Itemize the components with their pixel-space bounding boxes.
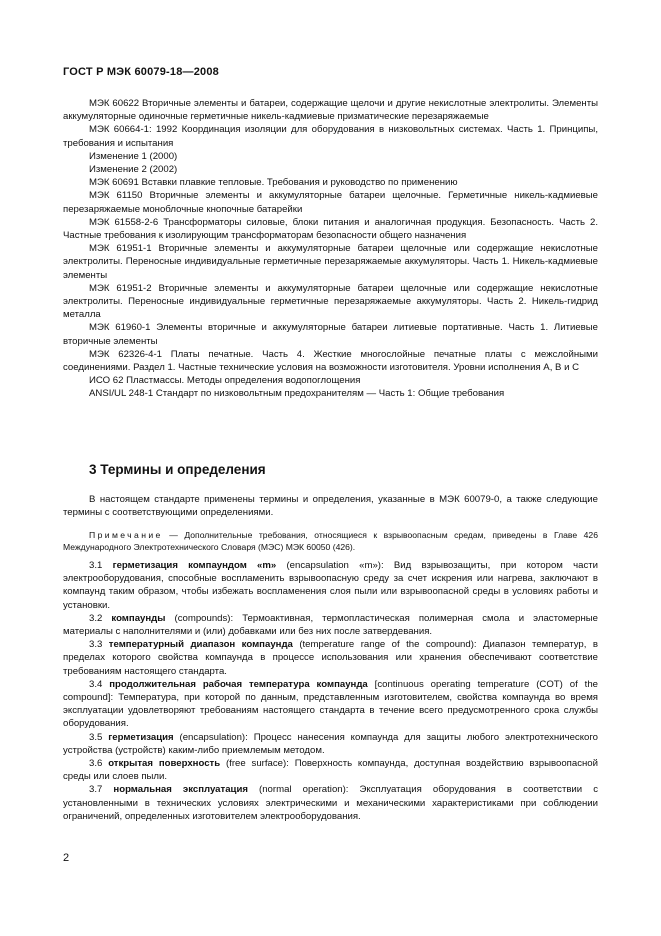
section-intro xyxy=(63,493,598,519)
page-number: 2 xyxy=(63,852,70,864)
note-label: Примечание xyxy=(89,530,163,540)
term-number: 3.3 xyxy=(89,639,103,651)
reference-item: МЭК 61150 Вторичные элементы и аккумуляторные батареи щелочные. Герметичные никель-кадмиевые перезаряжаемые моноблочные кнопочные батарейки xyxy=(63,190,598,215)
term-name: герметизация компаундом «m» xyxy=(112,560,277,571)
reference-item: Изменение 2 (2002) xyxy=(89,164,178,176)
reference-item: ИСО 62 Пластмассы. Методы определения водопоглощения xyxy=(89,375,361,387)
term-number: 3.2 xyxy=(89,612,103,624)
reference-item: МЭК 60691 Вставки плавкие тепловые. Требования и руководство по применению xyxy=(89,177,458,189)
note-text: — Дополнительные требования, относящиеся к взрывоопасным средам, приведены в Главе 426 Международного Электротехнического Словаря (МЭС) МЭК 60050 (426). xyxy=(63,530,598,552)
term-text: (compounds): Термоактивная, термопластическая полимерная смола и эластомерные материалы с наполнителями и (или) добавками или без них после затвердевания. xyxy=(63,612,598,638)
reference-item: МЭК 61951-1 Вторичные элементы и аккумуляторные батареи щелочные или содержащие некислотные электролиты. Переносные индивидуальные герметичные перезаряжаемые аккумуляторы. Часть 1. Никель-кадмиевые элементы xyxy=(63,243,598,281)
note-paragraph xyxy=(63,529,598,553)
reference-item: МЭК 61558-2-6 Трансформаторы силовые, блоки питания и аналогичная продукция. Безопасность. Часть 2. Частные требования к изолирующим трансформаторам безопасности общего назначения xyxy=(63,216,598,242)
reference-item: МЭК 60622 Вторичные элементы и батареи, содержащие щелочи и другие некислотные электролиты. Элементы аккумуляторные одиночные герметичные никель-кадмиевые призматические перезаряжаемые xyxy=(63,98,598,123)
term-name: компаунды xyxy=(111,612,166,624)
term-definition xyxy=(63,638,598,678)
term-text: (temperature range of the compound): Диапазон температур, в пределах которого свойства компаунда в процессе использования или хранения обеспечивают соответствие требованиям настоящего стандарта. xyxy=(63,639,598,677)
reference-item: ANSI/UL 248-1 Стандарт по низковольтным предохранителям — Часть 1: Общие требования xyxy=(89,388,505,400)
term-text: [continuous operating temperature (COT) of the compound]: Температура, при которой по данным, представленным изготовителем, свойства компаунда во время эксплуатации удовлетворяют требованиям настоящего стандарта в течение всего предусмотренного срока службы оборудования. xyxy=(63,678,598,730)
term-definition xyxy=(63,612,598,638)
reference-item: МЭК 60664-1: 1992 Координация изоляции для оборудования в низковольтных системах. Часть 1. Принципы, требования и испытания xyxy=(63,124,598,149)
term-definition xyxy=(63,678,598,731)
section-note xyxy=(63,529,598,553)
reference-item: МЭК 62326-4-1 Платы печатные. Часть 4. Жесткие многослойные печатные платы с межслойными соединениями. Раздел 1. Частные технические условия на возможности изготовителя. Уровни исполнения А, В и С xyxy=(63,348,598,374)
reference-item: МЭК 61951-2 Вторичные элементы и аккумуляторные батареи щелочные или содержащие некислотные электролиты. Переносные индивидуальные герметичные перезаряжаемые аккумуляторы. Часть 2. Никель-гидрид металла xyxy=(63,282,598,321)
term-definition xyxy=(63,559,598,612)
reference-item: МЭК 61960-1 Элементы вторичные и аккумуляторные батареи литиевые портативные. Часть 1. Литиевые вторичные элементы xyxy=(63,322,598,347)
term-number: 3.6 xyxy=(89,758,103,770)
section-title: 3 Термины и определения xyxy=(89,462,266,477)
term-text: (encapsulation «m»): Вид взрывозащиты, при котором части электрооборудования, способные воспламенить взрывоопасную среду за счет искрения или нагрева, заключают в компаунд таким образом, чтобы избежать воспламенения слоя пыли или взрывоопасной среды в условиях работы и установки. xyxy=(63,560,598,611)
term-number: 3.1 xyxy=(89,560,103,571)
term-text: (free surface): Поверхность компаунда, доступная воздействию взрывоопасной среды или слоев пыли. xyxy=(63,758,598,783)
term-name: открытая поверхность xyxy=(108,758,221,770)
term-number: 3.5 xyxy=(89,731,103,743)
term-number: 3.7 xyxy=(89,784,103,796)
term-name: нормальная эксплуатация xyxy=(113,784,248,796)
normative-references xyxy=(63,97,598,401)
term-name: продолжительная рабочая температура компаунда xyxy=(109,678,368,690)
term-text: (normal operation): Эксплуатация оборудования в соответствии с установленными в технических условиях электрическими и механическими характеристиками при соблюдении ограничений, определенных изготовителем электрооборудования. xyxy=(63,784,599,822)
document-header: ГОСТ Р МЭК 60079-18—2008 xyxy=(63,66,220,78)
term-definition xyxy=(63,731,598,757)
terms-list xyxy=(63,559,598,823)
term-name: герметизация xyxy=(108,731,174,743)
term-text: (encapsulation): Процесс нанесения компаунда для защиты любого электротехнического устройства (устройств) каким-либо приемлемым методом. xyxy=(63,731,598,756)
term-definition xyxy=(63,783,598,823)
term-name: температурный диапазон компаунда xyxy=(108,639,293,651)
term-definition xyxy=(63,757,598,783)
term-number: 3.4 xyxy=(89,678,103,690)
reference-item: Изменение 1 (2000) xyxy=(89,150,178,162)
intro-paragraph: В настоящем стандарте применены термины и определения, указанные в МЭК 60079-0, а также следующие термины с соответствующими определениями. xyxy=(63,494,598,519)
